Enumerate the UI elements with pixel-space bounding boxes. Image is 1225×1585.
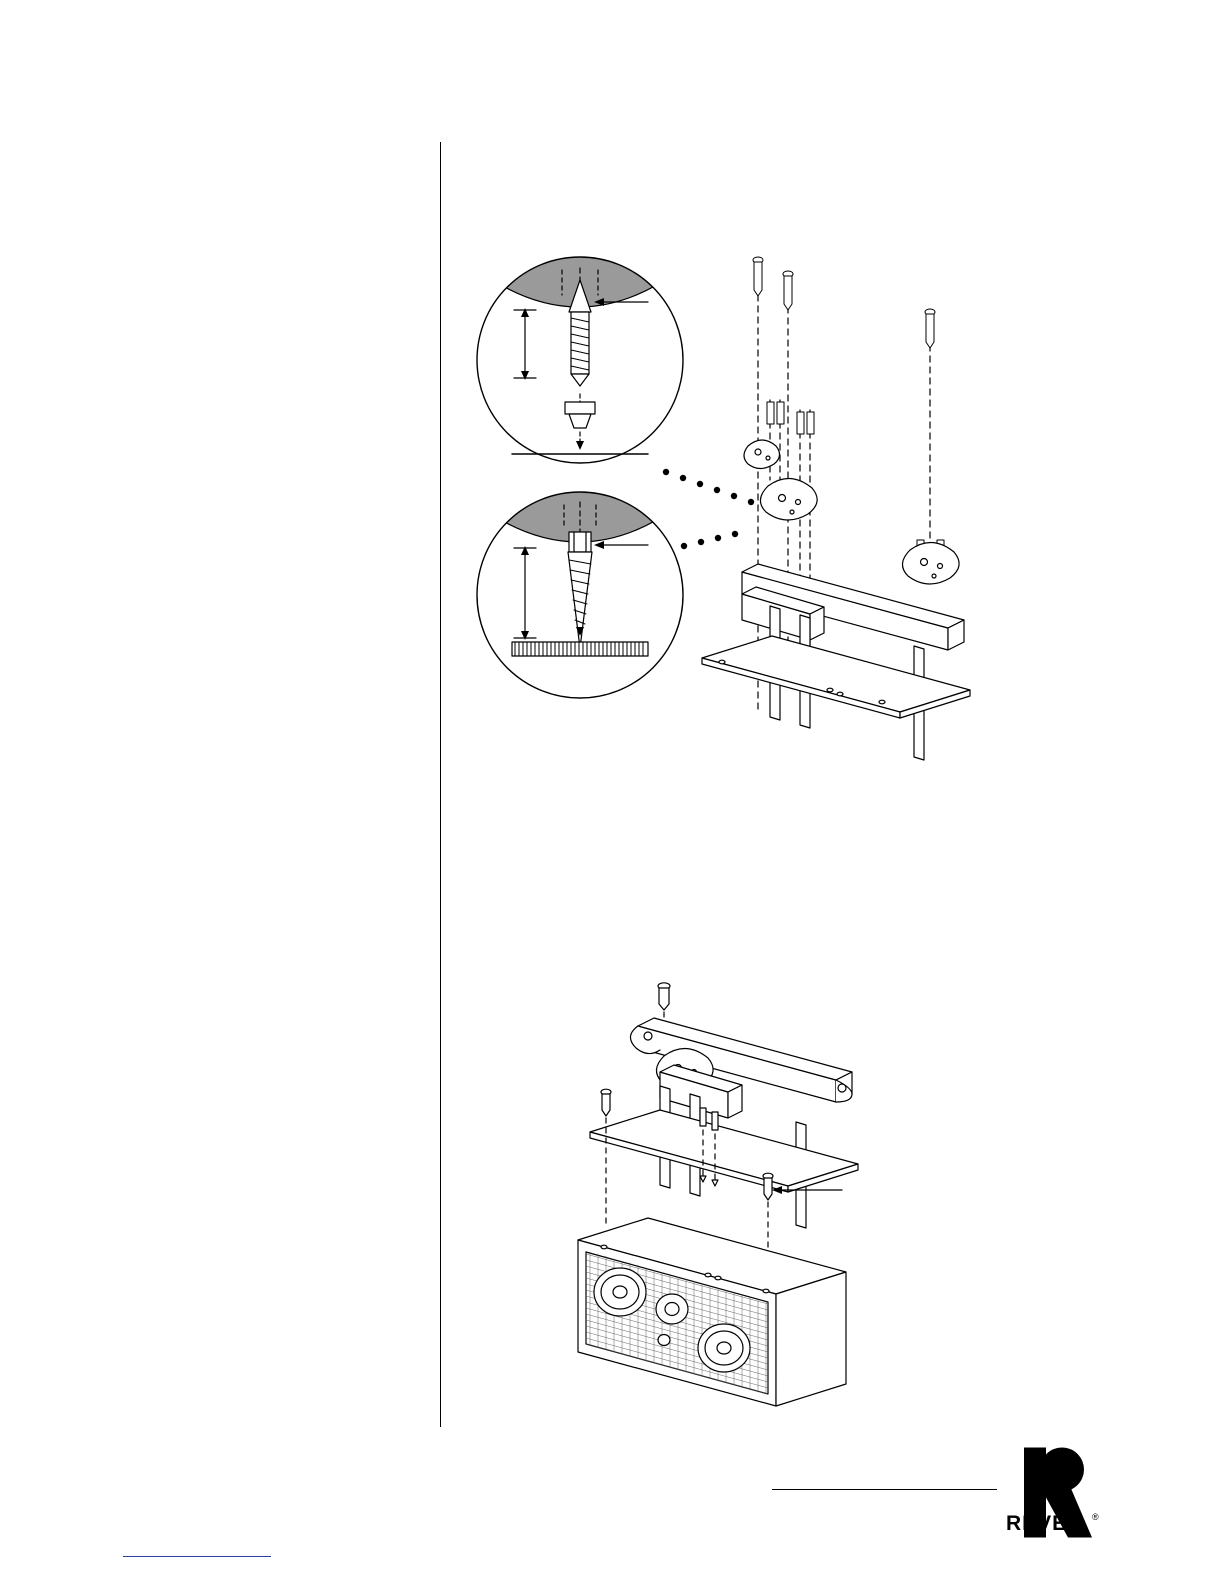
- hardware-detail-figure: [470, 250, 990, 870]
- driver-center-tweeter: [656, 1294, 688, 1324]
- driver-right: [698, 1324, 750, 1372]
- bracket-plate-2: [760, 478, 817, 520]
- bracket-plate-3: [902, 542, 959, 584]
- stand-assembly-assembled: [590, 1018, 858, 1228]
- port-small: [658, 1335, 670, 1346]
- dimension-arrow-a: [514, 308, 536, 380]
- brand-wordmark: REVEL: [1006, 1512, 1082, 1535]
- detail-circle-a-group: [470, 250, 700, 463]
- brand-trademark: ®: [1092, 1512, 1099, 1522]
- pointer-arrow-b: [594, 541, 648, 549]
- anchor-part-a: [565, 394, 595, 450]
- wall-anchor-sleeve: [512, 627, 648, 656]
- detail-circle-b-group: [470, 465, 700, 698]
- bracket-plate-1: [744, 440, 780, 469]
- footer-link-artifact[interactable]: [123, 1556, 271, 1557]
- center-channel-speaker: [578, 1218, 846, 1406]
- speaker-assembly-figure: [560, 960, 980, 1430]
- dimension-arrow-b: [514, 546, 536, 640]
- driver-left: [594, 1268, 646, 1316]
- column-divider-rule: [440, 142, 441, 1427]
- stand-frame: [702, 564, 970, 760]
- footer-rule: [772, 1489, 997, 1490]
- leader-dots-b: [681, 531, 738, 549]
- leader-dots-a: [663, 469, 754, 505]
- revel-r-logo-icon: [1006, 1430, 1098, 1555]
